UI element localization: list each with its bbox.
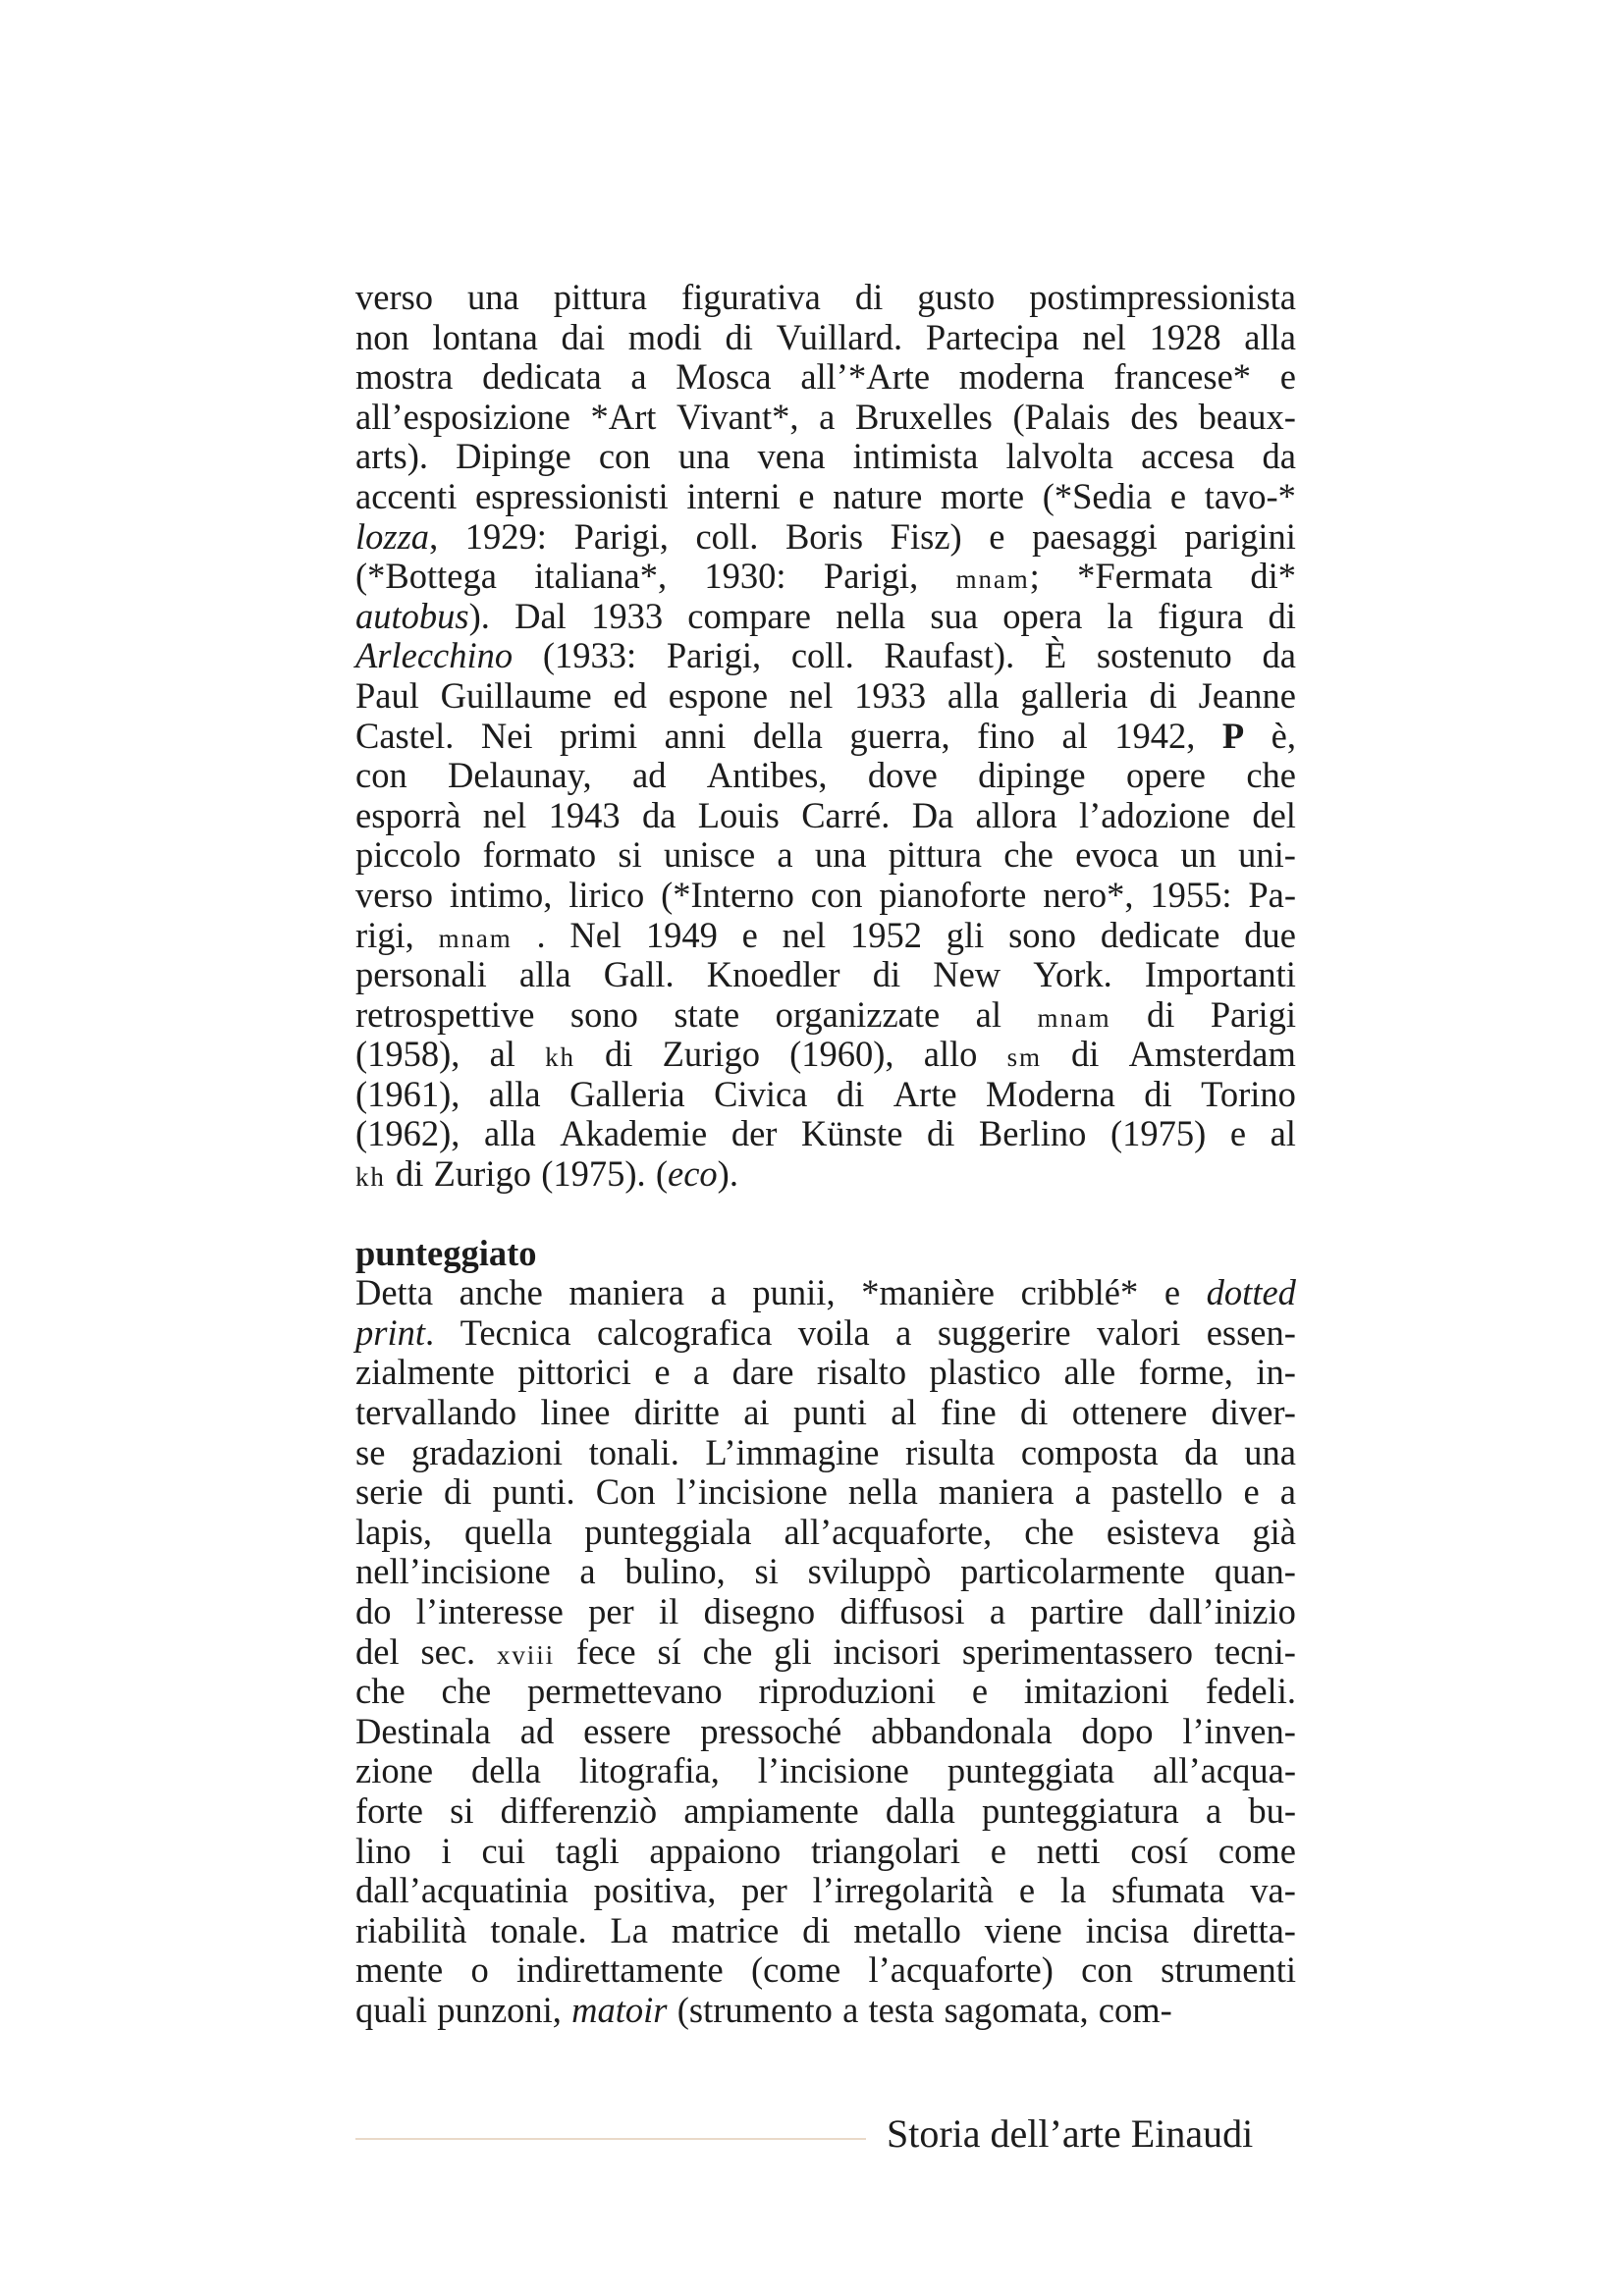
entry-line: do l’interesse per il disegno diffusosi a partire dall’inizio [355,1591,1296,1631]
text-column [355,278,1296,2031]
continuation-line: (1958), al kh di Zurigo (1960), allo sm di Amsterdam [355,1034,1296,1075]
entry-line: Detta anche maniera a punii, *manière cribblé* e dotted [355,1272,1296,1313]
entry-line: zialmente pittorici e a dare risalto plastico alle forme, in- [355,1352,1296,1393]
entry-line: forte si differenziò ampiamente dalla punteggiatura a bu- [355,1789,1296,1831]
entry-line: del sec. xviii fece sí che gli incisori sperimentassero tecni- [355,1630,1296,1672]
entry-line: Destinala ad essere pressoché abbandonala dopo l’inven- [355,1710,1296,1751]
continuation-line: verso intimo, lirico (*Interno con pianoforte nero*, 1955: Pa- [355,874,1296,915]
entry-line: print. Tecnica calcografica voila a suggerire valori essen- [355,1311,1296,1353]
continuation-line: arts). Dipinge con una vena intimista lalvolta accesa da [355,436,1296,477]
continuation-line: lozza, 1929: Parigi, coll. Boris Fisz) e paesaggi parigini [355,515,1296,557]
continuation-line: (1962), alla Akademie der Künste di Berlino (1975) e al [355,1113,1296,1154]
entry-line: quali punzoni, matoir (strumento a testa sagomata, com- [355,1989,1172,2030]
entry-line: lino i cui tagli appaiono triangolari e netti cosí come [355,1830,1296,1871]
continuation-line: autobus). Dal 1933 compare nella sua opera la figura di [355,595,1296,636]
entry-line: riabilità tonale. La matrice di metallo viene incisa diretta- [355,1909,1296,1950]
entry-line: mente o indirettamente (come l’acquaforte) con strumenti [355,1949,1296,1991]
continuation-line: (*Bottega italiana*, 1930: Parigi, mnam; *Fermata di* [355,556,1296,597]
continuation-line: Paul Guillaume ed espone nel 1933 alla galleria di Jeanne [355,674,1296,716]
continuation-line: Castel. Nei primi anni della guerra, fino al 1942, P è, [355,715,1296,756]
entry-continuation [355,278,1296,1195]
footer-rule [355,2138,866,2140]
continuation-line: piccolo formato si unisce a una pittura che evoca un uni- [355,834,1296,876]
entry-line: nell’incisione a bulino, si sviluppò particolarmente quan- [355,1551,1296,1592]
continuation-line: kh di Zurigo (1975). (eco). [355,1153,738,1195]
continuation-line: personali alla Gall. Knoedler di New York. Importanti [355,954,1296,995]
entry-line: se gradazioni tonali. L’immagine risulta composta da una [355,1431,1296,1472]
entry-heading: punteggiato [355,1232,537,1273]
continuation-line: (1961), alla Galleria Civica di Arte Moderna di Torino [355,1073,1296,1114]
footer-title: Storia dell’arte Einaudi [887,2111,1254,2156]
continuation-line: non lontana dai modi di Vuillard. Partecipa nel 1928 alla [355,316,1296,357]
continuation-line: rigi, mnam . Nel 1949 e nel 1952 gli sono dedicate due [355,914,1296,955]
entry-line: dall’acquatinia positiva, per l’irregolarità e la sfumata va- [355,1870,1296,1911]
continuation-line: con Delaunay, ad Antibes, dove dipinge opere che [355,755,1296,796]
entry-body [355,1273,1296,2030]
continuation-line: verso una pittura figurativa di gusto postimpressionista [355,277,1296,317]
continuation-line: Arlecchino (1933: Parigi, coll. Raufast). È sostenuto da [355,635,1296,676]
entry-line: serie di punti. Con l’incisione nella maniera a pastello e a [355,1471,1296,1513]
continuation-line: all’esposizione *Art Vivant*, a Bruxelles (Palais des beaux- [355,396,1296,437]
continuation-line: mostra dedicata a Mosca all’*Arte moderna francese* e [355,356,1296,398]
continuation-line: accenti espressionisti interni e nature morte (*Sedia e tavo-* [355,475,1296,516]
continuation-line: retrospettive sono state organizzate al mnam di Parigi [355,993,1296,1035]
continuation-line: esporrà nel 1943 da Louis Carré. Da allora l’adozione del [355,794,1296,835]
entry-line: lapis, quella punteggiala all’acquaforte, che esisteva già [355,1511,1296,1552]
entry-line: zione della litografia, l’incisione punteggiata all’acqua- [355,1750,1296,1791]
entry-line: tervallando linee diritte ai punti al fine di ottenere diver- [355,1392,1296,1433]
entry-line: che che permettevano riproduzioni e imitazioni fedeli. [355,1671,1296,1712]
